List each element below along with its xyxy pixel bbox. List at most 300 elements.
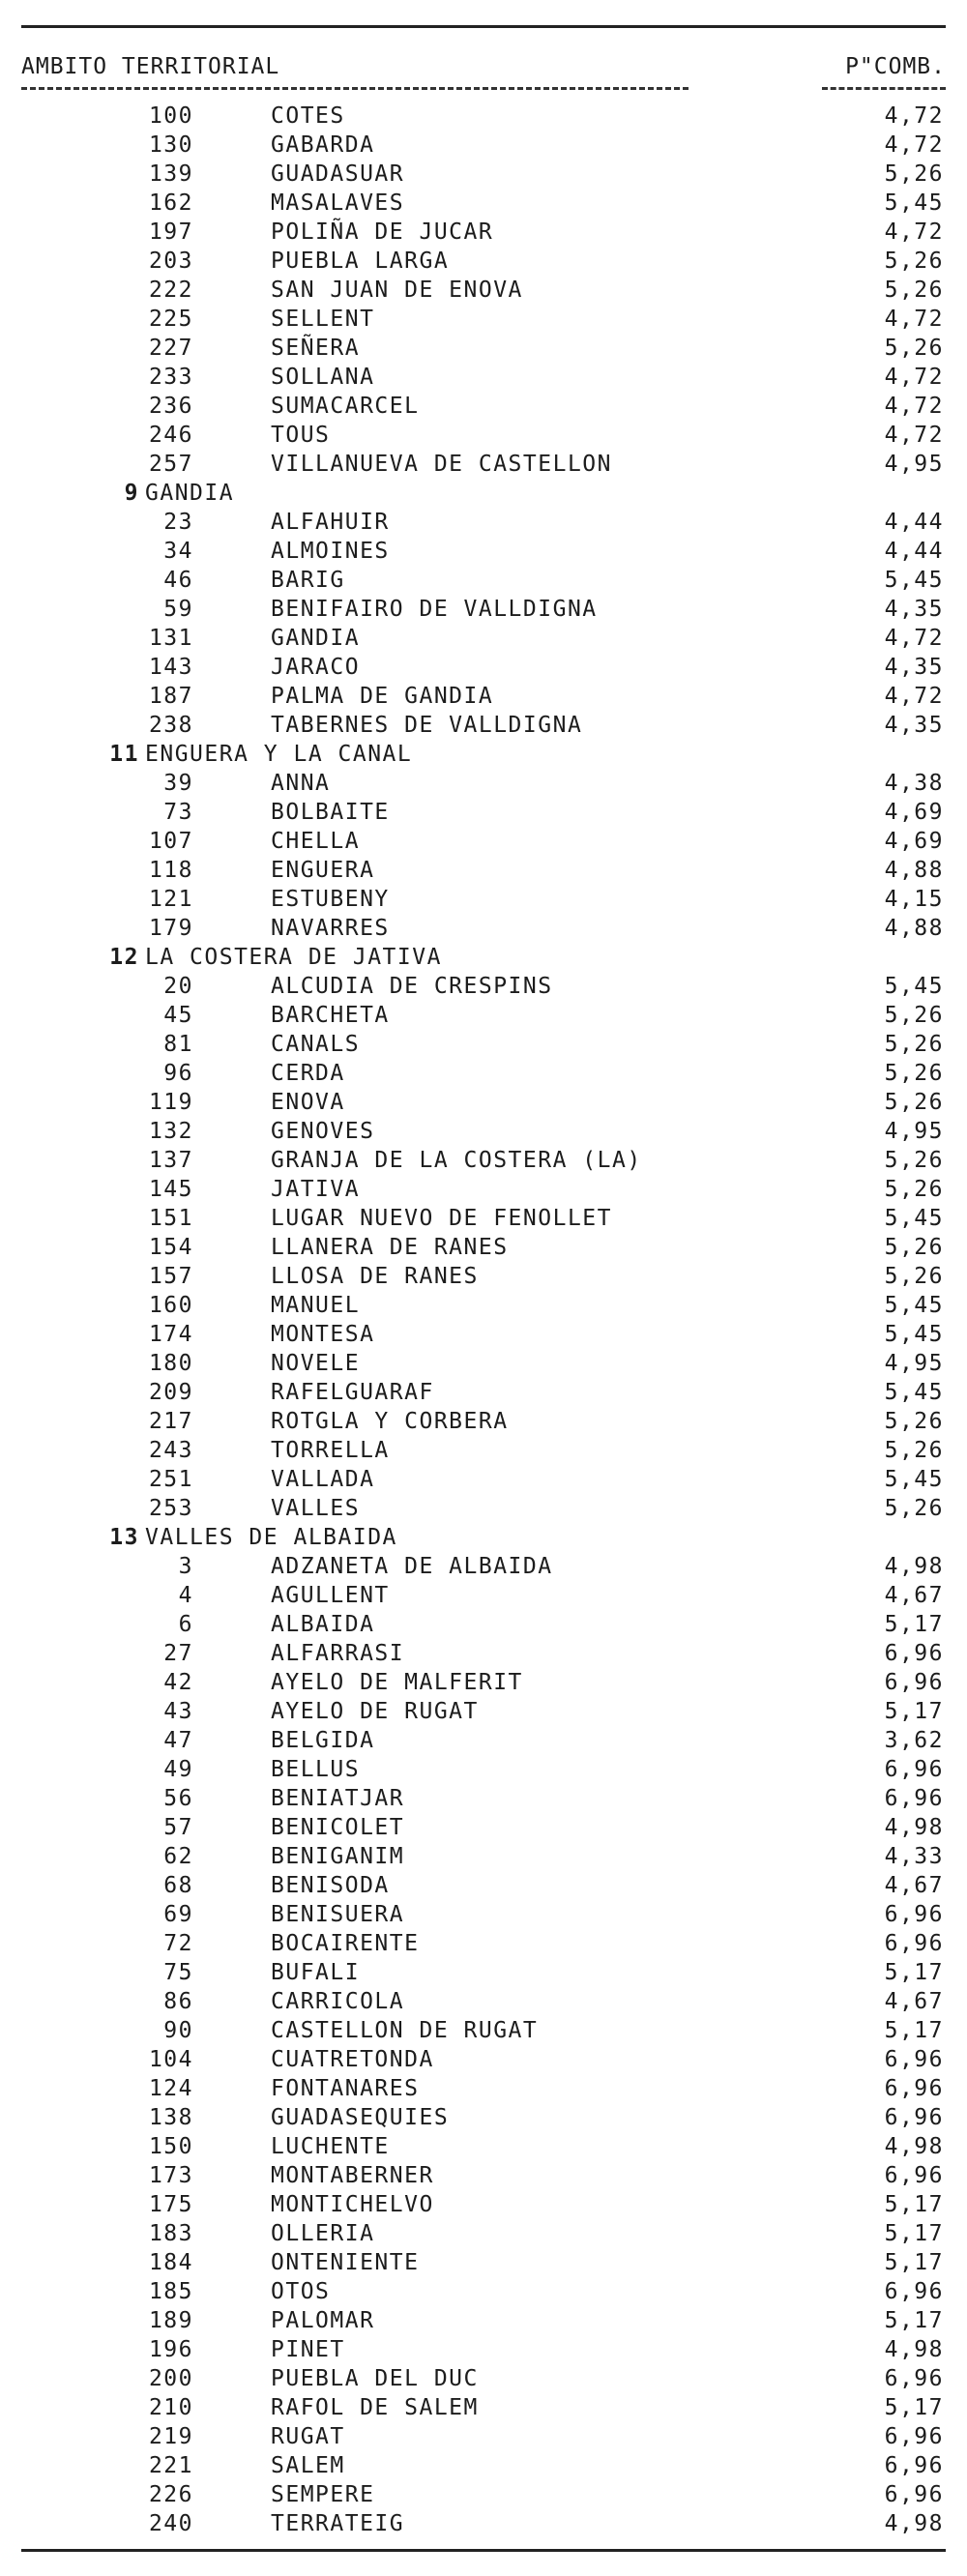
comb-value: 4,98 [884,2511,944,2536]
municipality-name: SEÑERA [271,336,361,361]
table-row [0,829,967,858]
table-row [0,1322,967,1351]
table-row [0,1409,967,1438]
municipality-name: GENOVES [271,1119,375,1144]
table-row [0,2482,967,2511]
table-row [0,2453,967,2482]
municipality-name: MASALAVES [271,190,405,216]
comb-value: 4,72 [884,307,944,332]
municipality-name: BARCHETA [271,1003,390,1028]
municipality-code: 251 [148,1467,193,1492]
municipality-name: MANUEL [271,1293,361,1318]
municipality-code: 225 [148,307,193,332]
municipality-code: 75 [163,1960,193,1985]
table-row [0,1293,967,1322]
comb-value: 4,72 [884,684,944,709]
municipality-code: 3 [178,1554,193,1579]
municipality-code: 150 [148,2134,193,2159]
comb-value: 4,67 [884,1873,944,1898]
comb-value: 4,67 [884,1583,944,1608]
table-row [0,597,967,626]
table-row [0,1815,967,1844]
municipality-name: GUADASUAR [271,161,405,187]
table-row [0,2395,967,2424]
municipality-name: BENISUERA [271,1902,405,1927]
municipality-name: SUMACARCEL [271,394,420,419]
municipality-name: BELLUS [271,1757,361,1782]
municipality-name: LLANERA DE RANES [271,1235,509,1260]
comb-value: 6,96 [884,2163,944,2188]
municipality-name: GRANJA DE LA COSTERA (LA) [271,1148,642,1173]
group-header-row [0,742,967,771]
municipality-code: 174 [148,1322,193,1347]
municipality-code: 90 [163,2018,193,2043]
comb-value: 5,26 [884,336,944,361]
municipality-name: CUATRETONDA [271,2047,434,2072]
comb-value: 4,72 [884,394,944,419]
municipality-name: RAFOL DE SALEM [271,2395,479,2420]
municipality-code: 131 [148,626,193,651]
table-row [0,1670,967,1699]
table-row [0,1264,967,1293]
municipality-code: 43 [163,1699,193,1724]
comb-value: 4,95 [884,1351,944,1376]
municipality-name: SAN JUAN DE ENOVA [271,278,523,303]
table-row [0,713,967,742]
table-row [0,2134,967,2163]
municipality-name: TERRATEIG [271,2511,405,2536]
municipality-code: 39 [163,771,193,796]
municipality-name: BELGIDA [271,1728,375,1753]
municipality-code: 86 [163,1989,193,2014]
comb-value: 5,26 [884,278,944,303]
table-row [0,1554,967,1583]
comb-value: 4,72 [884,103,944,129]
comb-value: 6,96 [884,2453,944,2478]
municipality-code: 119 [148,1090,193,1115]
municipality-name: ADZANETA DE ALBAIDA [271,1554,553,1579]
municipality-name: OLLERIA [271,2221,375,2246]
municipality-code: 138 [148,2105,193,2130]
municipality-code: 81 [163,1032,193,1057]
municipality-name: PUEBLA DEL DUC [271,2366,479,2391]
comb-value: 5,26 [884,161,944,187]
municipality-name: VALLADA [271,1467,375,1492]
municipality-code: 73 [163,800,193,825]
comb-value: 5,26 [884,1496,944,1521]
municipality-code: 183 [148,2221,193,2246]
municipality-code: 187 [148,684,193,709]
group-code: 12 [109,945,139,970]
comb-value: 4,98 [884,1815,944,1840]
municipality-name: CARRICOLA [271,1989,405,2014]
municipality-name: BOLBAITE [271,800,390,825]
table-row [0,684,967,713]
municipality-code: 226 [148,2482,193,2507]
municipality-code: 124 [148,2076,193,2101]
table-row [0,161,967,190]
municipality-code: 196 [148,2337,193,2362]
municipality-name: SALEM [271,2453,345,2478]
table-row [0,2192,967,2221]
municipality-code: 197 [148,220,193,245]
municipality-name: VALLES [271,1496,361,1521]
municipality-code: 45 [163,1003,193,1028]
comb-value: 5,17 [884,2192,944,2217]
table-row [0,2308,967,2337]
municipality-name: CASTELLON DE RUGAT [271,2018,539,2043]
municipality-name: SELLENT [271,307,375,332]
table-row [0,510,967,539]
table-row [0,278,967,307]
comb-value: 5,26 [884,1003,944,1028]
comb-value: 4,35 [884,597,944,622]
table-row [0,132,967,161]
municipality-name: AYELO DE MALFERIT [271,1670,523,1695]
bottom-rule [21,2549,946,2552]
comb-value: 6,96 [884,2279,944,2304]
table-row [0,1119,967,1148]
comb-value: 6,96 [884,1757,944,1782]
table-body [0,103,967,2540]
comb-value: 4,95 [884,1119,944,1144]
table-row [0,1612,967,1641]
municipality-name: BUFALI [271,1960,361,1985]
group-code: 11 [109,742,139,767]
municipality-name: ALFARRASI [271,1641,405,1666]
table-row [0,858,967,887]
municipality-code: 175 [148,2192,193,2217]
municipality-name: FONTANARES [271,2076,420,2101]
table-row [0,1960,967,1989]
table-row [0,2163,967,2192]
municipality-code: 23 [163,510,193,535]
table-row [0,1380,967,1409]
municipality-name: LLOSA DE RANES [271,1264,479,1289]
municipality-name: RUGAT [271,2424,345,2449]
table-row [0,655,967,684]
table-row [0,1206,967,1235]
municipality-code: 203 [148,249,193,274]
municipality-code: 72 [163,1931,193,1956]
comb-value: 4,33 [884,1844,944,1869]
municipality-code: 157 [148,1264,193,1289]
municipality-name: ROTGLA Y CORBERA [271,1409,509,1434]
table-row [0,2047,967,2076]
comb-value: 5,17 [884,1612,944,1637]
municipality-code: 100 [148,103,193,129]
municipality-name: SEMPERE [271,2482,375,2507]
table-row [0,1148,967,1177]
comb-value: 4,67 [884,1989,944,2014]
comb-value: 5,26 [884,1235,944,1260]
comb-value: 4,98 [884,2134,944,2159]
municipality-code: 180 [148,1351,193,1376]
municipality-name: NOVELE [271,1351,361,1376]
table-row [0,2105,967,2134]
municipality-name: LUCHENTE [271,2134,390,2159]
municipality-code: 57 [163,1815,193,1840]
table-row [0,771,967,800]
municipality-name: CHELLA [271,829,361,854]
municipality-code: 6 [178,1612,193,1637]
municipality-name: BENISODA [271,1873,390,1898]
table-row [0,568,967,597]
municipality-code: 27 [163,1641,193,1666]
table-row [0,1177,967,1206]
table-row [0,1902,967,1931]
comb-value: 5,17 [884,1699,944,1724]
comb-value: 4,44 [884,539,944,564]
table-row [0,1235,967,1264]
comb-value: 4,95 [884,452,944,477]
municipality-code: 227 [148,336,193,361]
comb-value: 4,15 [884,887,944,912]
table-row [0,1786,967,1815]
municipality-name: AGULLENT [271,1583,390,1608]
municipality-name: VILLANUEVA DE CASTELLON [271,452,612,477]
municipality-code: 42 [163,1670,193,1695]
comb-value: 5,26 [884,1032,944,1057]
municipality-name: ALFAHUIR [271,510,390,535]
group-name: ENGUERA Y LA CANAL [145,742,413,767]
table-row [0,2424,967,2453]
municipality-name: BOCAIRENTE [271,1931,420,1956]
comb-value: 3,62 [884,1728,944,1753]
municipality-code: 151 [148,1206,193,1231]
comb-value: 4,44 [884,510,944,535]
municipality-code: 243 [148,1438,193,1463]
municipality-name: GABARDA [271,132,375,158]
municipality-code: 189 [148,2308,193,2333]
municipality-name: ALCUDIA DE CRESPINS [271,974,553,999]
comb-value: 5,45 [884,190,944,216]
comb-value: 5,17 [884,1960,944,1985]
comb-value: 4,72 [884,626,944,651]
municipality-name: TORRELLA [271,1438,390,1463]
municipality-name: JARACO [271,655,361,680]
municipality-code: 253 [148,1496,193,1521]
comb-value: 5,45 [884,1322,944,1347]
comb-value: 6,96 [884,2366,944,2391]
municipality-name: ESTUBENY [271,887,390,912]
municipality-name: ANNA [271,771,331,796]
municipality-code: 179 [148,916,193,941]
municipality-code: 222 [148,278,193,303]
comb-value: 4,69 [884,829,944,854]
municipality-code: 132 [148,1119,193,1144]
comb-value: 5,26 [884,1177,944,1202]
municipality-name: PALMA DE GANDIA [271,684,494,709]
comb-value: 5,17 [884,2018,944,2043]
municipality-code: 219 [148,2424,193,2449]
comb-value: 6,96 [884,2482,944,2507]
municipality-name: LUGAR NUEVO DE FENOLLET [271,1206,612,1231]
group-name: GANDIA [145,481,235,506]
table-row [0,2511,967,2540]
municipality-name: BENIGANIM [271,1844,405,1869]
comb-value: 4,88 [884,858,944,883]
municipality-code: 209 [148,1380,193,1405]
comb-value: 5,17 [884,2250,944,2275]
table-row [0,1438,967,1467]
table-row [0,1351,967,1380]
municipality-code: 121 [148,887,193,912]
group-name: VALLES DE ALBAIDA [145,1525,397,1550]
table-row [0,1061,967,1090]
table-row [0,336,967,365]
municipality-name: COTES [271,103,345,129]
municipality-name: NAVARRES [271,916,390,941]
municipality-name: OTOS [271,2279,331,2304]
municipality-name: BARIG [271,568,345,593]
municipality-name: MONTESA [271,1322,375,1347]
table-row [0,800,967,829]
table-row [0,423,967,452]
group-code: 13 [109,1525,139,1550]
municipality-name: CANALS [271,1032,361,1057]
municipality-code: 257 [148,452,193,477]
municipality-code: 185 [148,2279,193,2304]
table-row [0,365,967,394]
table-row [0,974,967,1003]
municipality-name: TABERNES DE VALLDIGNA [271,713,583,738]
table-row [0,1467,967,1496]
table-row [0,626,967,655]
table-row [0,1032,967,1061]
municipality-code: 184 [148,2250,193,2275]
group-header-row [0,945,967,974]
comb-value: 6,96 [884,1641,944,1666]
comb-value: 4,98 [884,1554,944,1579]
table-row [0,220,967,249]
municipality-code: 160 [148,1293,193,1318]
comb-value: 5,45 [884,974,944,999]
table-row [0,1583,967,1612]
table-row [0,190,967,220]
municipality-code: 221 [148,2453,193,2478]
comb-value: 4,35 [884,655,944,680]
comb-header: P"COMB. [845,54,946,79]
table-row [0,1989,967,2018]
table-row [0,1496,967,1525]
comb-value: 5,26 [884,1148,944,1173]
municipality-code: 68 [163,1873,193,1898]
table-row [0,2366,967,2395]
municipality-code: 236 [148,394,193,419]
municipality-code: 49 [163,1757,193,1782]
table-row [0,1728,967,1757]
municipality-code: 59 [163,597,193,622]
comb-value: 5,45 [884,1467,944,1492]
comb-value: 6,96 [884,2076,944,2101]
comb-value: 4,72 [884,220,944,245]
table-row [0,1873,967,1902]
municipality-code: 96 [163,1061,193,1086]
group-header-row [0,1525,967,1554]
table-row [0,103,967,132]
municipality-code: 20 [163,974,193,999]
comb-value: 6,96 [884,1931,944,1956]
comb-value: 5,45 [884,1380,944,1405]
comb-value: 6,96 [884,1902,944,1927]
header-dashed-rule-right [822,87,946,90]
municipality-name: PUEBLA LARGA [271,249,450,274]
municipality-code: 4 [178,1583,193,1608]
municipality-code: 46 [163,568,193,593]
comb-value: 5,45 [884,568,944,593]
table-row [0,2337,967,2366]
table-row [0,1931,967,1960]
municipality-code: 104 [148,2047,193,2072]
comb-value: 6,96 [884,2105,944,2130]
comb-value: 4,88 [884,916,944,941]
municipality-code: 137 [148,1148,193,1173]
municipality-name: GANDIA [271,626,361,651]
municipality-code: 154 [148,1235,193,1260]
group-code: 9 [124,481,139,506]
comb-value: 5,26 [884,249,944,274]
table-row [0,2221,967,2250]
table-row [0,249,967,278]
comb-value: 4,98 [884,2337,944,2362]
municipality-name: BENIATJAR [271,1786,405,1811]
municipality-code: 217 [148,1409,193,1434]
table-row [0,916,967,945]
group-name: LA COSTERA DE JATIVA [145,945,442,970]
municipality-code: 143 [148,655,193,680]
comb-value: 5,17 [884,2395,944,2420]
municipality-name: ALBAIDA [271,1612,375,1637]
comb-value: 5,26 [884,1090,944,1115]
municipality-name: RAFELGUARAF [271,1380,434,1405]
municipality-code: 173 [148,2163,193,2188]
municipality-name: ENOVA [271,1090,345,1115]
comb-value: 4,72 [884,365,944,390]
municipality-name: MONTABERNER [271,2163,434,2188]
municipality-code: 210 [148,2395,193,2420]
comb-value: 5,45 [884,1293,944,1318]
table-row [0,1003,967,1032]
header-dashed-rule-left [21,87,689,90]
comb-value: 6,96 [884,1786,944,1811]
municipality-code: 145 [148,1177,193,1202]
comb-value: 5,17 [884,2308,944,2333]
comb-value: 5,45 [884,1206,944,1231]
municipality-code: 139 [148,161,193,187]
municipality-name: MONTICHELVO [271,2192,434,2217]
municipality-code: 107 [148,829,193,854]
comb-value: 4,72 [884,423,944,448]
municipality-name: BENICOLET [271,1815,405,1840]
table-row [0,452,967,481]
comb-value: 4,35 [884,713,944,738]
municipality-code: 118 [148,858,193,883]
municipality-name: BENIFAIRO DE VALLDIGNA [271,597,598,622]
comb-value: 4,38 [884,771,944,796]
municipality-code: 47 [163,1728,193,1753]
ambito-header: AMBITO TERRITORIAL [21,54,280,79]
table-row [0,539,967,568]
table-row [0,1090,967,1119]
group-header-row [0,481,967,510]
municipality-code: 200 [148,2366,193,2391]
municipality-name: SOLLANA [271,365,375,390]
comb-value: 6,96 [884,2424,944,2449]
comb-value: 5,26 [884,1409,944,1434]
comb-value: 4,72 [884,132,944,158]
municipality-name: JATIVA [271,1177,361,1202]
